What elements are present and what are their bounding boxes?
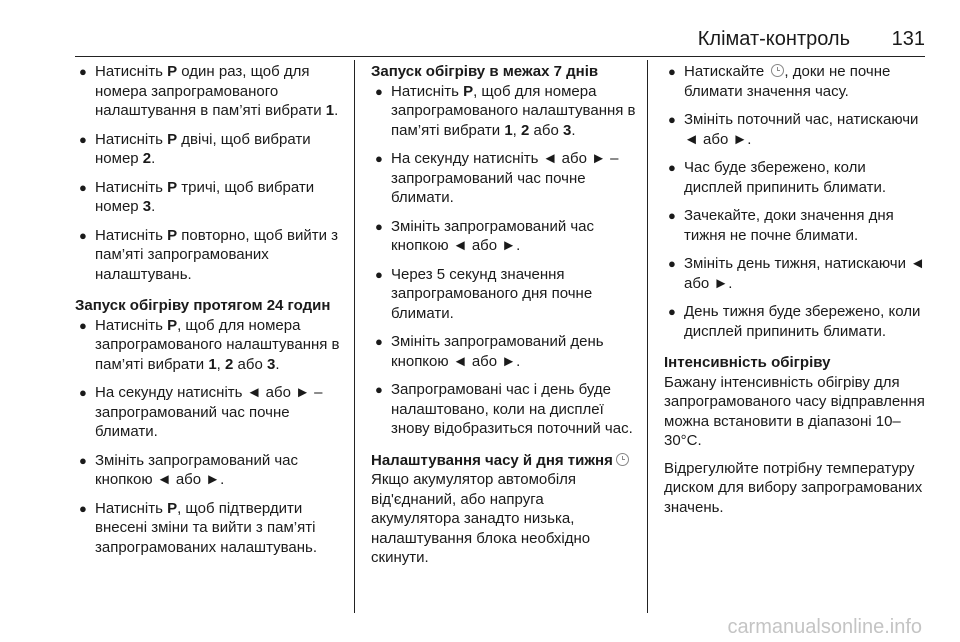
bullet-icon: ● [375,83,383,99]
section-heading: Налаштування часу й дня тижня [371,451,636,471]
bullet-icon: ● [79,64,87,79]
page-header [75,24,925,54]
bullet-icon: ● [79,179,87,195]
list-item: ● Змініть запрограмований день кнопкою ◄ або ►. [375,333,604,370]
bullet-icon: ● [79,452,87,468]
list-item: ● Натисніть P повторно, щоб вийти з пам’яті запрограмованих налаштувань. [79,226,339,283]
column-divider-2 [647,60,648,613]
bullet-icon: ● [79,500,87,516]
list-item: ● Змініть день тижня, натискаючи ◄ або ►. [668,255,925,292]
list-item: ● Натисніть P, щоб для номера запрограмованого налаштування в пам’яті вибрати 1, 2 або 3. [375,82,636,139]
bullet-icon: ● [79,317,87,333]
p-button-label: P [167,226,178,244]
clock-icon [771,64,784,77]
list-item: ● Натисніть P, щоб підтвердити внесені зміни та вийти з пам’яті запрограмованих налаштувань. [79,499,318,556]
body-text: Бажану інтенсивність обігріву для запрограмованого часу відправлення можна встановити в діапазоні 10–30°C. Відрегулюйте потрібну температуру диском для вибору запрограмованих значень. [664,373,925,516]
bullet-icon: ● [375,382,383,397]
bullet-list [664,62,926,341]
list-item: ● День тижня буде збережено, коли дисплей припинить блимати. [668,303,921,340]
column-1 [75,62,345,566]
watermark: carmanualsonline.info [727,616,922,638]
list-item: ● На секунду натисніть ◄ або ► – запрограмований час почне блимати. [375,150,619,206]
bullet-icon: ● [668,304,676,319]
bullet-icon: ● [668,112,676,127]
bullet-icon: ● [375,334,383,349]
bullet-icon: ● [375,218,383,234]
column-3 [664,62,926,517]
section-heading: Запуск обігріву протягом 24 годин [75,297,331,314]
bullet-list [371,82,636,439]
list-item: ● Змініть поточний час, натискаючи ◄ або ►. [668,111,919,148]
list-item: ● Через 5 секунд значення запрограмованого дня почне блимати. [375,265,593,322]
bullet-icon: ● [668,64,676,79]
header-divider [75,56,925,57]
bullet-icon: ● [668,256,676,271]
bullet-icon: ● [668,208,676,223]
list-item: ● Натисніть P, щоб для номера запрограмованого налаштування в пам’яті вибрати 1, 2 або 3. [79,316,340,373]
list-item: ● На секунду натисніть ◄ або ► – запрограмований час почне блимати. [79,384,323,440]
p-button-label: P [167,130,178,148]
clock-icon [616,453,629,466]
bullet-icon: ● [375,266,383,282]
bullet-list [75,316,345,558]
list-item: ● Натисніть P один раз, щоб для номера запрограмованого налаштування в пам’яті вибрати 1. [79,63,339,119]
section-heading: Інтенсивність обігріву [664,354,831,371]
body-text: Якщо акумулятор автомобіля від'єднаний, або напруга акумулятора занадто низька, налаштування блока необхідно скинути. [371,471,591,566]
p-button-label: P [167,63,178,80]
list-item: ● Запрограмовані час і день буде налаштовано, коли на дисплеї знову відобразиться поточний час. [375,381,633,437]
bullet-icon: ● [79,131,87,147]
list-item: ● Зачекайте, доки значення дня тижня не почне блимати. [668,207,894,244]
list-item: ● Час буде збережено, коли дисплей припинить блимати. [668,159,887,196]
column-2 [371,62,636,568]
list-item: ● Натисніть P тричі, щоб вибрати номер 3. [79,178,315,215]
list-item: ● Натисніть P двічі, щоб вибрати номер 2. [79,130,311,167]
page-number: 131 [891,28,925,50]
page-title: Клімат-контроль [697,28,850,50]
list-item: ● Змініть запрограмований час кнопкою ◄ або ►. [79,451,299,488]
bullet-icon: ● [668,160,676,175]
bullet-list [75,62,345,284]
column-divider-1 [354,60,355,613]
list-item: ● Змініть запрограмований час кнопкою ◄ або ►. [375,217,595,254]
section-heading: Запуск обігріву в межах 7 днів [371,63,599,80]
bullet-icon: ● [375,151,383,166]
bullet-icon: ● [79,385,87,400]
p-button-label: P [167,178,178,196]
bullet-icon: ● [79,227,87,243]
list-item: ● Натискайте , доки не почне блимати значення часу. [668,63,891,100]
